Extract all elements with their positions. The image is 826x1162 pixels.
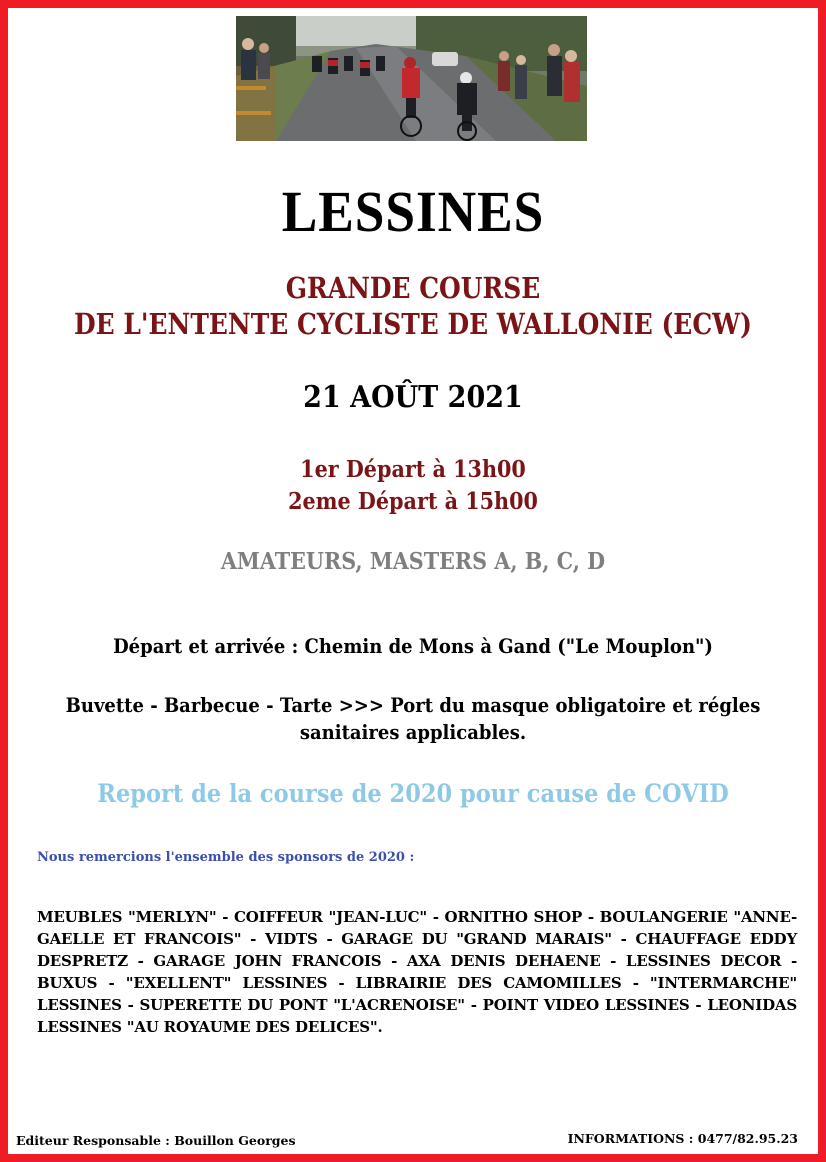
amenities-line-1: Buvette - Barbecue - Tarte >>> Port du masque obligatoire et régles	[65, 693, 761, 717]
race-categories: AMATEURS, MASTERS A, B, C, D	[220, 548, 606, 575]
first-departure: 1er Départ à 13h00	[300, 456, 526, 483]
publisher-credit: Editeur Responsable : Bouillon Georges	[16, 1133, 296, 1148]
cyclists-race-photo	[236, 16, 587, 141]
subtitle-line-1: GRANDE COURSE	[285, 271, 541, 305]
sponsors-list: MEUBLES "MERLYN" - COIFFEUR "JEAN-LUC" - ORNITHO SHOP - BOULANGERIE "ANNE-GAELLE ET FRANCOIS" - VIDTS - GARAGE DU "GRAND MARAIS" - CHAUFFAGE EDDY DESPRETZ - GARAGE JOHN FRANCOIS - AXA DENIS DEHAENE - LESSINES DECOR - BUXUS - "EXELLENT" LESSINES - LIBRAIRIE DES CAMOMILLES - "INTERMARCHE" LESSINES - SUPERETTE DU PONT "L'ACRENOISE" - POINT VIDEO LESSINES - LEONIDAS LESSINES "AU ROYAUME DES DELICES".	[37, 908, 797, 1036]
second-departure: 2eme Départ à 15h00	[288, 488, 538, 515]
covid-report-note: Report de la course de 2020 pour cause de COVID	[97, 779, 729, 808]
contact-info: INFORMATIONS : 0477/82.95.23	[567, 1131, 798, 1146]
event-title: LESSINES	[281, 179, 545, 244]
event-subtitle	[65, 270, 762, 342]
departure-times	[49, 454, 778, 518]
amenities-line-2: sanitaires applicables.	[299, 720, 527, 744]
amenities-note	[49, 692, 778, 746]
subtitle-line-2: DE L'ENTENTE CYCLISTE DE WALLONIE (ECW)	[74, 307, 752, 341]
sponsors-intro: Nous remercions l'ensemble des sponsors de 2020 :	[37, 850, 415, 865]
start-finish-location: Départ et arrivée : Chemin de Mons à Gand ("Le Mouplon")	[113, 634, 713, 658]
event-date: 21 AOÛT 2021	[303, 380, 523, 415]
